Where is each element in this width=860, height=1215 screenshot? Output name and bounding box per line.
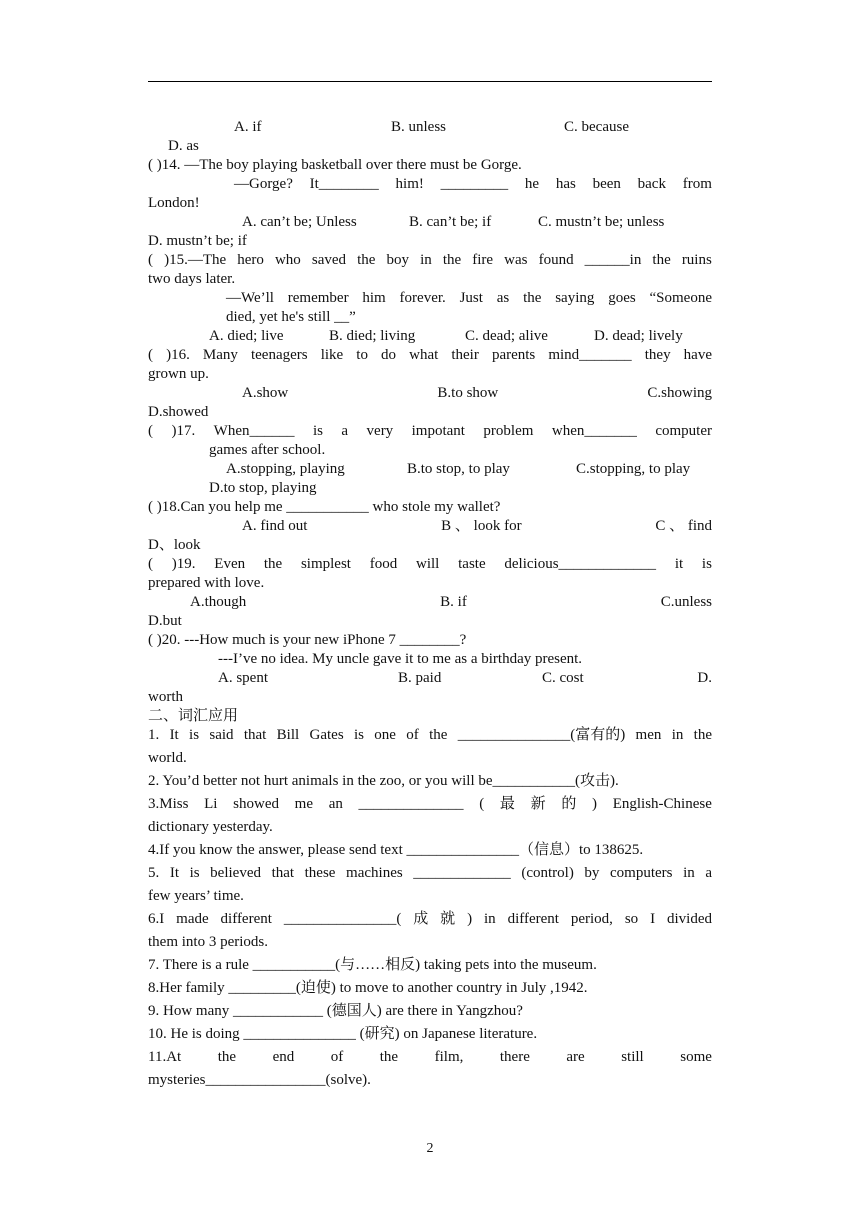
q20-option-c: C. cost bbox=[542, 670, 584, 686]
q15-stem bbox=[148, 251, 712, 270]
q14-reply-end bbox=[148, 194, 712, 213]
word: machines bbox=[346, 865, 403, 881]
word: period, bbox=[570, 911, 613, 927]
word: will bbox=[416, 556, 440, 572]
q13-options bbox=[148, 118, 712, 137]
q19-stem-end-text: prepared with love. bbox=[148, 575, 265, 591]
word: When______ bbox=[213, 423, 295, 439]
word: a bbox=[341, 423, 349, 439]
vocab-10 bbox=[148, 1025, 712, 1048]
word: is bbox=[701, 556, 712, 572]
word: ) bbox=[592, 796, 598, 812]
q17-stem-end-text: games after school. bbox=[209, 442, 326, 458]
word: by bbox=[584, 865, 600, 881]
word: )15.—The bbox=[164, 252, 227, 268]
word: him! bbox=[395, 176, 424, 192]
word: ( bbox=[148, 423, 153, 439]
word: taste bbox=[458, 556, 486, 572]
q19-stem-end bbox=[148, 574, 712, 593]
q16-option-d: D.showed bbox=[148, 404, 209, 420]
q17-stem bbox=[148, 422, 712, 441]
q20-option-a: A. spent bbox=[218, 670, 268, 686]
word: )17. bbox=[171, 423, 196, 439]
q16-option-d-line bbox=[148, 403, 712, 422]
q17-option-d-line bbox=[209, 479, 712, 498]
q15-option-a: A. died; live bbox=[209, 328, 284, 344]
word: said bbox=[209, 727, 234, 743]
q17-option-c: C.stopping, to play bbox=[576, 461, 691, 477]
word: back bbox=[637, 176, 666, 192]
word: in bbox=[671, 727, 684, 743]
q17-option-a: A.stopping, playing bbox=[226, 461, 345, 477]
q17-option-d: D.to stop, playing bbox=[209, 480, 317, 496]
word: is bbox=[189, 865, 200, 881]
q13-option-b: B. unless bbox=[391, 119, 447, 135]
word: to bbox=[356, 347, 368, 363]
vocab-10-text: 10. He is doing _______________ (研究) on Japanese literature. bbox=[148, 1026, 538, 1042]
word: problem bbox=[483, 423, 534, 439]
q16-option-c: C.showing bbox=[647, 385, 712, 401]
word: fire bbox=[472, 252, 494, 268]
word: 6.I bbox=[148, 911, 165, 927]
q20-options bbox=[148, 669, 712, 688]
q16-option-b: B.to show bbox=[437, 385, 499, 401]
q14-options bbox=[148, 213, 712, 232]
word: saved bbox=[311, 252, 347, 268]
word: are bbox=[566, 1049, 585, 1065]
q20-option-end: worth bbox=[148, 689, 183, 705]
word: Many bbox=[202, 347, 238, 363]
word: a bbox=[705, 865, 712, 881]
word: the bbox=[357, 252, 376, 268]
word: 成 bbox=[413, 911, 429, 927]
vocab-6-end bbox=[148, 933, 712, 956]
q14-stem bbox=[148, 156, 712, 175]
vocab-6-end-text: them into 3 periods. bbox=[148, 934, 268, 950]
word: there bbox=[499, 1049, 530, 1065]
vocab-11-end-text: mysteries________________(solve). bbox=[148, 1072, 371, 1088]
word: ______in bbox=[584, 252, 642, 268]
word: the bbox=[652, 252, 671, 268]
word: 5. bbox=[148, 865, 160, 881]
q15-reply bbox=[226, 289, 712, 308]
word: from bbox=[682, 176, 712, 192]
q13-option-c: C. because bbox=[564, 119, 629, 135]
word: still bbox=[621, 1049, 644, 1065]
word: in bbox=[420, 252, 432, 268]
q19-option-c: C.unless bbox=[660, 594, 712, 610]
word: Just bbox=[459, 290, 483, 306]
vocab-11-end bbox=[148, 1071, 712, 1094]
word: the bbox=[693, 727, 712, 743]
word: ( bbox=[148, 252, 153, 268]
word: film, bbox=[434, 1049, 464, 1065]
word: hero bbox=[237, 252, 264, 268]
word: the bbox=[379, 1049, 399, 1065]
q14-option-d: D. mustn’t be; if bbox=[148, 233, 247, 249]
word: it bbox=[674, 556, 684, 572]
word: very bbox=[366, 423, 394, 439]
word: like bbox=[320, 347, 344, 363]
word: me bbox=[294, 796, 313, 812]
word: )16. bbox=[166, 347, 190, 363]
q18-option-c: C 、 find bbox=[655, 518, 712, 534]
word: It________ bbox=[309, 176, 379, 192]
word: )19. bbox=[171, 556, 196, 572]
q15-reply-end bbox=[226, 308, 712, 327]
word: that bbox=[271, 865, 295, 881]
word: teenagers bbox=[250, 347, 308, 363]
word: of bbox=[406, 727, 419, 743]
q14-option-d-line bbox=[148, 232, 712, 251]
word: impotant bbox=[411, 423, 465, 439]
word: food bbox=[369, 556, 398, 572]
q19-option-a: A.though bbox=[190, 594, 247, 610]
word: in bbox=[683, 865, 695, 881]
word: have bbox=[683, 347, 712, 363]
word: him bbox=[362, 290, 386, 306]
word: showed bbox=[233, 796, 279, 812]
page-number: 2 bbox=[426, 1141, 434, 1156]
q18-option-b: B 、 look for bbox=[441, 518, 522, 534]
word: they bbox=[644, 347, 671, 363]
word: was bbox=[504, 252, 528, 268]
word: “Someone bbox=[649, 290, 712, 306]
word: _________ bbox=[440, 176, 509, 192]
word: he bbox=[524, 176, 540, 192]
q18-stem bbox=[148, 498, 712, 517]
word: _______________( bbox=[283, 911, 402, 927]
vocab-2 bbox=[148, 772, 712, 795]
vocab-3-end bbox=[148, 818, 712, 841]
word: some bbox=[680, 1049, 712, 1065]
word: who bbox=[274, 252, 301, 268]
q16-stem bbox=[148, 346, 712, 365]
q20-option-d: D. bbox=[697, 670, 712, 686]
vocab-4 bbox=[148, 841, 712, 864]
word: has bbox=[555, 176, 576, 192]
q17-option-b: B.to stop, to play bbox=[407, 461, 510, 477]
word: computers bbox=[610, 865, 673, 881]
q19-option-b: B. if bbox=[440, 594, 467, 610]
word: end bbox=[272, 1049, 295, 1065]
q19-option-d-line bbox=[148, 612, 712, 631]
word: _____________ bbox=[413, 865, 511, 881]
q19-stem bbox=[148, 555, 712, 574]
q15-stem-end-text: two days later. bbox=[148, 271, 236, 287]
word: the bbox=[523, 290, 542, 306]
word: the bbox=[429, 727, 448, 743]
word: different bbox=[507, 911, 559, 927]
vocab-6 bbox=[148, 910, 712, 933]
word: Even bbox=[214, 556, 246, 572]
word: 11.At bbox=[148, 1049, 182, 1065]
q16-stem-end bbox=[148, 365, 712, 384]
q18-option-d: D、look bbox=[148, 537, 201, 553]
word: Gates bbox=[309, 727, 344, 743]
q15-option-d: D. dead; lively bbox=[594, 328, 683, 344]
vocab-9-text: 9. How many ____________ (德国人) are there in Yangzhou? bbox=[148, 1003, 523, 1019]
word: found bbox=[538, 252, 574, 268]
word: goes bbox=[608, 290, 636, 306]
word: 就 bbox=[440, 911, 456, 927]
word: Li bbox=[204, 796, 218, 812]
word: computer bbox=[655, 423, 712, 439]
word: as bbox=[496, 290, 510, 306]
q16-stem-end-text: grown up. bbox=[148, 366, 209, 382]
q17-options bbox=[148, 460, 712, 479]
vocab-5-end bbox=[148, 887, 712, 910]
word: It bbox=[169, 727, 179, 743]
word: English-Chinese bbox=[612, 796, 712, 812]
word: what bbox=[409, 347, 439, 363]
q20-stem bbox=[148, 631, 712, 650]
q15-options bbox=[148, 327, 712, 346]
word: made bbox=[176, 911, 209, 927]
q14-option-c: C. mustn’t be; unless bbox=[538, 214, 665, 230]
q20-option-end-line bbox=[148, 688, 712, 707]
word: an bbox=[328, 796, 343, 812]
word: when_______ bbox=[551, 423, 637, 439]
q13-option-d-line bbox=[148, 137, 712, 156]
q14-reply bbox=[234, 175, 712, 194]
vocab-1-end-text: world. bbox=[148, 750, 187, 766]
word: 的 bbox=[561, 796, 577, 812]
word: remember bbox=[287, 290, 349, 306]
word: one bbox=[374, 727, 396, 743]
word: is bbox=[353, 727, 364, 743]
vocab-5-end-text: few years’ time. bbox=[148, 888, 244, 904]
vocab-3-end-text: dictionary yesterday. bbox=[148, 819, 273, 835]
word: boy bbox=[386, 252, 410, 268]
word: 最 bbox=[499, 796, 515, 812]
vocab-9 bbox=[148, 1002, 712, 1025]
word: so bbox=[624, 911, 639, 927]
word: believed bbox=[210, 865, 261, 881]
word: 3.Miss bbox=[148, 796, 189, 812]
word: I bbox=[650, 911, 656, 927]
q15-reply-end-text: died, yet he's still __” bbox=[226, 309, 356, 325]
q15-option-c: C. dead; alive bbox=[465, 328, 548, 344]
q20-reply-text: ---I’ve no idea. My uncle gave it to me as a birthday present. bbox=[218, 651, 583, 667]
word: is bbox=[312, 423, 323, 439]
vocab-2-text: 2. You’d better not hurt animals in the zoo, or you will be___________(攻击). bbox=[148, 773, 619, 789]
q14-stem-text: ( )14. —The boy playing basketball over there must be Gorge. bbox=[148, 157, 522, 173]
word: 1. bbox=[148, 727, 160, 743]
word: different bbox=[220, 911, 272, 927]
word: of bbox=[330, 1049, 344, 1065]
q18-stem-text: ( )18.Can you help me ___________ who stole my wallet? bbox=[148, 499, 501, 515]
vocab-1 bbox=[148, 726, 712, 749]
word: the bbox=[217, 1049, 237, 1065]
word: delicious_____________ bbox=[504, 556, 657, 572]
q18-options bbox=[242, 517, 712, 536]
q14-option-a: A. can’t be; Unless bbox=[242, 214, 357, 230]
section-title bbox=[148, 707, 712, 726]
word: do bbox=[381, 347, 397, 363]
word: ruins bbox=[681, 252, 712, 268]
word: ) bbox=[467, 911, 473, 927]
word: the bbox=[263, 556, 283, 572]
q15-stem-end bbox=[148, 270, 712, 289]
q18-option-a: A. find out bbox=[242, 518, 308, 534]
word: _______________(富有的) bbox=[457, 727, 626, 743]
word: divided bbox=[666, 911, 712, 927]
word: their bbox=[451, 347, 479, 363]
word: forever. bbox=[399, 290, 446, 306]
q20-stem-text: ( )20. ---How much is your new iPhone 7 ________? bbox=[148, 632, 467, 648]
q14-option-b: B. can’t be; if bbox=[409, 214, 492, 230]
word: is bbox=[189, 727, 200, 743]
vocab-7-text: 7. There is a rule ___________(与……相反) taking pets into the museum. bbox=[148, 957, 597, 973]
section-2-title: 二、词汇应用 bbox=[148, 708, 239, 724]
q15-option-b: B. died; living bbox=[329, 328, 416, 344]
vocab-8 bbox=[148, 979, 712, 1002]
q16-option-a: A.show bbox=[242, 385, 289, 401]
vocab-7 bbox=[148, 956, 712, 979]
word: mind_______ bbox=[548, 347, 632, 363]
word: It bbox=[169, 865, 179, 881]
q19-option-d: D.but bbox=[148, 613, 182, 629]
q20-reply bbox=[218, 650, 712, 669]
word: ______________ bbox=[358, 796, 464, 812]
word: these bbox=[304, 865, 336, 881]
word: parents bbox=[491, 347, 536, 363]
q19-options bbox=[190, 593, 712, 612]
word: ( bbox=[148, 556, 153, 572]
word: ( bbox=[148, 347, 153, 363]
q13-option-d: D. as bbox=[168, 138, 199, 154]
word: been bbox=[592, 176, 621, 192]
vocab-1-end bbox=[148, 749, 712, 772]
vocab-3 bbox=[148, 795, 712, 818]
vocab-11 bbox=[148, 1048, 712, 1071]
q13-option-a: A. if bbox=[234, 119, 262, 135]
worksheet-content bbox=[148, 118, 712, 1094]
q20-option-b: B. paid bbox=[398, 670, 442, 686]
q14-reply-end-text: London! bbox=[148, 195, 200, 211]
header-rule bbox=[148, 81, 712, 82]
word: 新 bbox=[530, 796, 546, 812]
word: Bill bbox=[276, 727, 300, 743]
vocab-5 bbox=[148, 864, 712, 887]
word: ( bbox=[479, 796, 485, 812]
word: men bbox=[635, 727, 662, 743]
word: —We’ll bbox=[226, 290, 274, 306]
word: simplest bbox=[300, 556, 351, 572]
q16-options bbox=[242, 384, 712, 403]
word: saying bbox=[555, 290, 595, 306]
word: that bbox=[243, 727, 267, 743]
q18-option-d-line bbox=[148, 536, 712, 555]
word: in bbox=[483, 911, 496, 927]
vocab-4-text: 4.If you know the answer, please send text _______________（信息）to 138625. bbox=[148, 842, 644, 858]
word: the bbox=[442, 252, 462, 268]
word: (control) bbox=[521, 865, 574, 881]
word: —Gorge? bbox=[234, 176, 293, 192]
q17-stem-end bbox=[209, 441, 712, 460]
vocab-8-text: 8.Her family _________(迫使) to move to another country in July ,1942. bbox=[148, 980, 588, 996]
